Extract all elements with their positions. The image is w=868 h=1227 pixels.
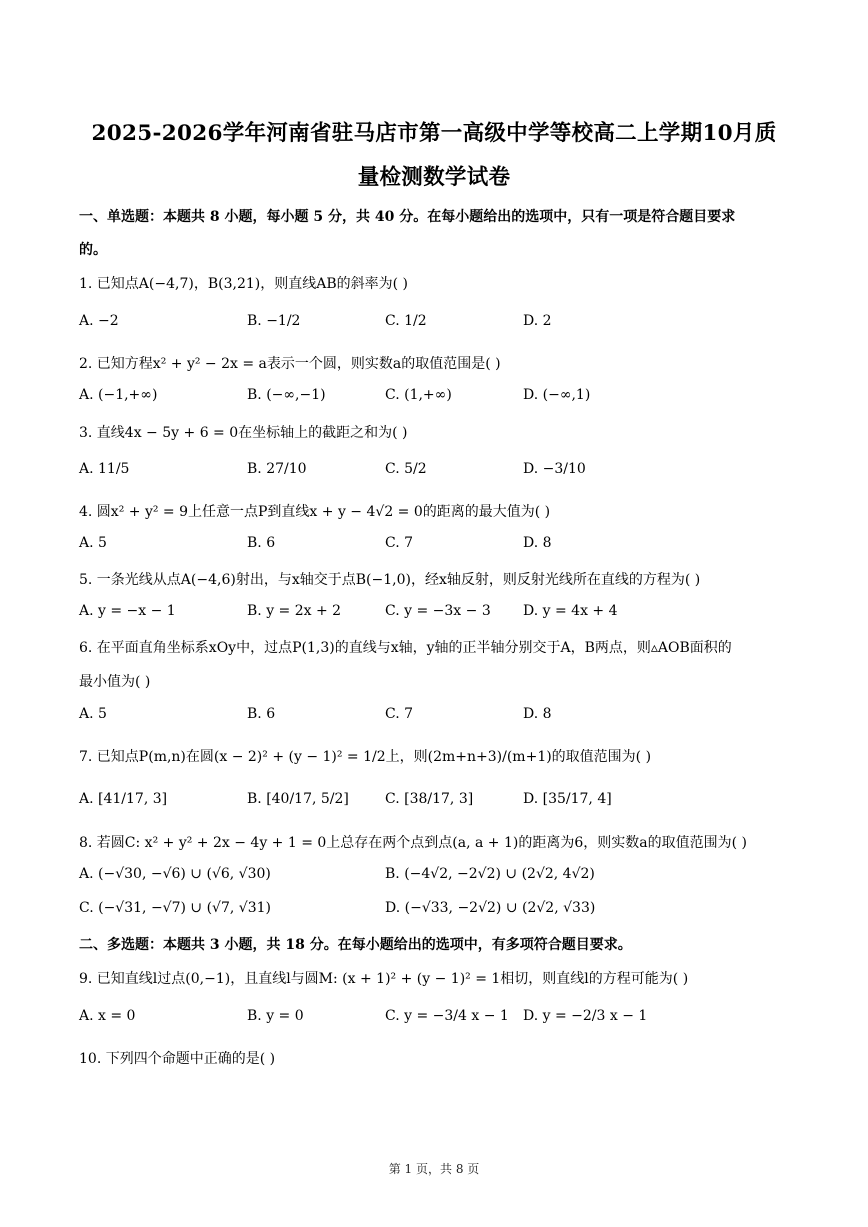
question-1-option-d: D. 2 xyxy=(523,313,552,329)
question-2-option-a: A. (−1,+∞) xyxy=(79,387,158,403)
question-9-option-a: A. x = 0 xyxy=(79,1008,136,1024)
question-5-stem: 5. 一条光线从点A(−4,6)射出，与x轴交于点B(−1,0)，经x轴反射，则反射光线所在直线的方程为( ) xyxy=(79,572,701,588)
question-6-option-d: D. 8 xyxy=(523,706,552,722)
exam-title-line1: 2025-2026学年河南省驻马店市第一高级中学等校高二上学期10月质 xyxy=(91,121,777,146)
question-3-option-d: D. −3/10 xyxy=(523,461,586,477)
question-8-option-b: B. (−4√2, −2√2) ∪ (2√2, 4√2) xyxy=(385,866,595,882)
question-9-option-b: B. y = 0 xyxy=(247,1008,304,1024)
question-8-option-c: C. (−√31, −√7) ∪ (√7, √31) xyxy=(79,900,271,916)
question-2-option-c: C. (1,+∞) xyxy=(385,387,452,403)
question-9-stem: 9. 已知直线l过点(0,−1)，且直线l与圆M: (x + 1)² + (y − 1)² = 1相切，则直线l的方程可能为( ) xyxy=(79,971,689,987)
question-6-option-b: B. 6 xyxy=(247,706,276,722)
question-5-option-a: A. y = −x − 1 xyxy=(79,603,176,619)
question-2-option-b: B. (−∞,−1) xyxy=(247,387,326,403)
question-4-stem: 4. 圆x² + y² = 9上任意一点P到直线x + y − 4√2 = 0的距离的最大值为( ) xyxy=(79,504,551,520)
question-7-stem: 7. 已知点P(m,n)在圆(x − 2)² + (y − 1)² = 1/2上，则(2m+n+3)/(m+1)的取值范围为( ) xyxy=(79,749,652,765)
question-6-option-a: A. 5 xyxy=(79,706,107,722)
question-6-stem-line2: 最小值为( ) xyxy=(79,674,151,690)
question-2-option-d: D. (−∞,1) xyxy=(523,387,591,403)
question-5-option-d: D. y = 4x + 4 xyxy=(523,603,618,619)
question-4-option-a: A. 5 xyxy=(79,535,107,551)
question-1-option-a: A. −2 xyxy=(79,313,119,329)
question-9-option-c: C. y = −3/4 x − 1 xyxy=(385,1008,509,1024)
question-6-option-c: C. 7 xyxy=(385,706,414,722)
question-10-stem: 10. 下列四个命题中正确的是( ) xyxy=(79,1051,276,1067)
page-footer: 第 1 页，共 8 页 xyxy=(388,1162,480,1176)
section2-heading: 二、多选题：本题共 3 小题，共 18 分。在每小题给出的选项中，有多项符合题目要求。 xyxy=(79,937,632,953)
question-5-option-c: C. y = −3x − 3 xyxy=(385,603,491,619)
question-7-option-c: C. [38/17, 3] xyxy=(385,791,474,807)
question-7-option-b: B. [40/17, 5/2] xyxy=(247,791,349,807)
exam-title-line2: 量检测数学试卷 xyxy=(357,165,511,190)
question-8-option-a: A. (−√30, −√6) ∪ (√6, √30) xyxy=(79,866,271,882)
question-9-option-d: D. y = −2/3 x − 1 xyxy=(523,1008,648,1024)
question-7-option-a: A. [41/17, 3] xyxy=(79,791,168,807)
question-8-option-d: D. (−√33, −2√2) ∪ (2√2, √33) xyxy=(385,900,596,916)
question-3-option-c: C. 5/2 xyxy=(385,461,427,477)
question-8-stem: 8. 若圆C: x² + y² + 2x − 4y + 1 = 0上总存在两个点到点(a, a + 1)的距离为6，则实数a的取值范围为( ) xyxy=(79,835,747,851)
question-1-stem: 1. 已知点A(−4,7)，B(3,21)，则直线AB的斜率为( ) xyxy=(79,276,408,292)
question-2-stem: 2. 已知方程x² + y² − 2x = a表示一个圆，则实数a的取值范围是( ) xyxy=(79,356,501,372)
question-5-option-b: B. y = 2x + 2 xyxy=(247,603,342,619)
section1-heading-line2: 的。 xyxy=(79,242,107,258)
question-4-option-b: B. 6 xyxy=(247,535,276,551)
question-3-option-a: A. 11/5 xyxy=(79,461,130,477)
question-1-option-c: C. 1/2 xyxy=(385,313,427,329)
question-4-option-d: D. 8 xyxy=(523,535,552,551)
question-6-stem: 6. 在平面直角坐标系xOy中，过点P(1,3)的直线与x轴，y轴的正半轴分别交于A，B两点，则▵AOB面积的 xyxy=(79,640,732,656)
question-4-option-c: C. 7 xyxy=(385,535,414,551)
section1-heading-line1: 一、单选题：本题共 8 小题，每小题 5 分，共 40 分。在每小题给出的选项中，只有一项是符合题目要求 xyxy=(79,209,736,225)
question-3-stem: 3. 直线4x − 5y + 6 = 0在坐标轴上的截距之和为( ) xyxy=(79,425,408,441)
question-1-option-b: B. −1/2 xyxy=(247,313,301,329)
question-7-option-d: D. [35/17, 4] xyxy=(523,791,612,807)
question-3-option-b: B. 27/10 xyxy=(247,461,307,477)
